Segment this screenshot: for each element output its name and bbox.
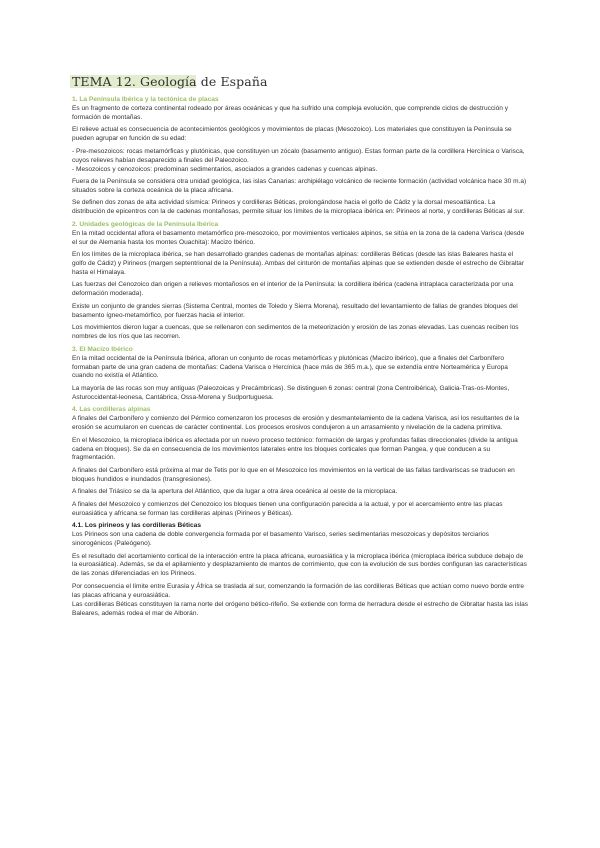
paragraph: En el Mesozoico, la microplaca ibérica es afectada por un nuevo proceso tectónico: formación de largas y profundas fallas direccionales (divide la antigua cadena en bloques). Se da en consecuencia de los movimientos laterales entre los bloques corticales que forman Pangea, y que conducen a su fragmentación. (72, 436, 518, 462)
paragraph: Es un fragmento de corteza continental rodeado por áreas oceánicas y que ha sufrido una compleja evolución, que comprende ciclos de destrucción y formación de montañas. (72, 104, 508, 121)
paragraph: En los límites de la microplaca ibérica, se han desarrollado grandes cadenas de montañas alpinas: cordilleras Béticas (desde las islas Baleares hasta el golfo de Cádiz) y Pirineos (margen septentrional de la Península). Ambas del cinturón de montañas alpinas que se extienden desde el estrecho de Gibraltar hasta el Himalaya. (72, 251, 525, 276)
paragraph: Las cordilleras Béticas constituyen la rama norte del orógeno bético-rifeño. Se extiende con forma de herradura desde el estrecho de Gibraltar hasta las islas Baleares, además rodea el mar de Alborán. (72, 600, 528, 617)
paragraph: En la mitad occidental de la Península Ibérica, afloran un conjunto de rocas metamórficas y plutónicas (Macizo ibérico), que a finales del Carbonífero formaban parte de una gran cadena de montañas: Cadena Varisca o Hercínica (hace más de 365 m.a.), que se extendía entre Norteamérica y Europa cuando no existía el Atlántico. (72, 354, 508, 380)
document-body (72, 96, 528, 622)
section-heading-1: 1. La Península Ibérica y la tectónica de placas (72, 96, 219, 103)
paragraph: A finales del Mesozoico y comienzos del Cenozoico los bloques tienen una configuración parecida a la actual, y por el acercamiento entre las placas euroasiática y africana se forman las cordilleras alpinas (Pirineos y Béticas). (72, 500, 503, 517)
paragraph: - Pre-mesozoicos: rocas metamórficas y plutónicas, que constituyen un zócalo (basamento antiguo). Estas forman parte de la cordillera Hercínica o Varisca, cuyos relieves habían desaparecido a finales del Paleozoico. (72, 147, 525, 164)
section-heading-2: 2. Unidades geológicas de la Península Ibérica (72, 220, 219, 228)
paragraph: Es el resultado del acortamiento cortical de la interacción entre la placa africana, euroasiática y la microplaca ibérica (microplaca ibérica subduce debajo de la euroasiática). Además, se da el apilamiento y desplazamiento de mantos de corrimiento, que con la evolución de sus bordes configuran las características de las zonas diferenciadas en los Pirineos. (72, 552, 527, 578)
paragraph: A finales del Carbonífero y comienzo del Pérmico comenzaron los procesos de erosión y desmantelamiento de la cadena Varisca, así los resultantes de la erosión se acumularon en cuencas de carácter continental. Los procesos erosivos condujeron a un arrasamiento y nivelación de la cadena primitiva. (72, 415, 520, 432)
paragraph: - Mesozoicos y cenozoicos: predominan sedimentarios, asociados a grandes cadenas y cuencas alpinas. (72, 165, 378, 173)
paragraph: Los movimientos dieron lugar a cuencas, que se rellenaron con sedimentos de la meteorización y erosión de las zonas elevadas. Las cuencas reciben los nombres de los ríos que las recorren. (72, 324, 519, 341)
section-heading-3: 3. El Macizo Ibérico (72, 345, 133, 353)
paragraph: Fuera de la Península se considera otra unidad geológica, las islas Canarias: archipiélago volcánico de reciente formación (actividad volcánica hace 30 m.a) situados sobre la corteza oceánica de la placa africana. (72, 178, 527, 194)
paragraph: Se definen dos zonas de alta actividad sísmica: Pirineos y cordilleras Béticas, prolongándose hacia el golfo de Cádiz y la dorsal mesoatlántica. La distribución de epicentros con la de cadenas montañosas, permite situar los límites de la microplaca ibérica en: Pirineos al norte, y cordilleras Béticas al sur. (72, 199, 525, 216)
paragraph: A finales del Triásico se da la apertura del Atlántico, que da lugar a otra área oceánica al oeste de la microplaca. (72, 488, 398, 496)
paragraph: Los Pirineos son una cadena de doble convergencia formada por el basamento Varisco, series sedimentarias mesozoicas y depósitos terciarios sinorogénicos (Paleógeno). (72, 531, 489, 548)
document-title: TEMA 12. Geología de España (72, 74, 268, 89)
paragraph: El relieve actual es consecuencia de acontecimientos geológicos y movimientos de placas (Mesozoico). Los materiales que constituyen la Península se pueden agrupar en función de su edad: (72, 126, 512, 143)
paragraph: A finales del Carbonífero está próxima al mar de Tetis por lo que en el Mesozoico los movimientos en la vertical de las fallas tardivariscas se traducen en bloques hundidos e inundados (transgresiones). (72, 466, 515, 483)
paragraph: La mayoría de las rocas son muy antiguas (Paleozoicas y Precámbricas). Se distinguen 6 zonas: central (zona Centroibérica), Galicia-Tras-os-Montes, Asturoccidental-leonesa, Cantábrica, Ossa-Morena y Sudportuguesa. (72, 384, 510, 401)
paragraph: Las fuerzas del Cenozoico dan origen a relieves montañosos en el interior de la Península: la cordillera ibérica (cadena intraplaca caracterizada por una deformación moderada). (72, 281, 514, 298)
section-heading-4: 4. Las cordilleras alpinas (72, 406, 151, 414)
paragraph: Existe un conjunto de grandes sierras (Sistema Central, montes de Toledo y Sierra Morena), resultado del levantamiento de fallas de grandes bloques del basamento ígneo-metamórfico, por fuerzas hacia el interior. (72, 302, 518, 319)
subsection-heading-4-1: 4.1. Los pirineos y las cordilleras Béticas (72, 522, 202, 530)
paragraph: En la mitad occidental aflora el basamento metamórfico pre-mesozoico, por movimientos verticales alpinos, se sitúa en la zona de la cadena Varisca (desde el sur de Alemania hasta los montes Ouachita): Macizo Ibérico. (72, 229, 525, 246)
paragraph: Por consecuencia el límite entre Eurasia y África se traslada al sur, comenzando la formación de las cordilleras Béticas que actúan como nuevo borde entre las placas africana y euroasiática. (72, 582, 524, 599)
